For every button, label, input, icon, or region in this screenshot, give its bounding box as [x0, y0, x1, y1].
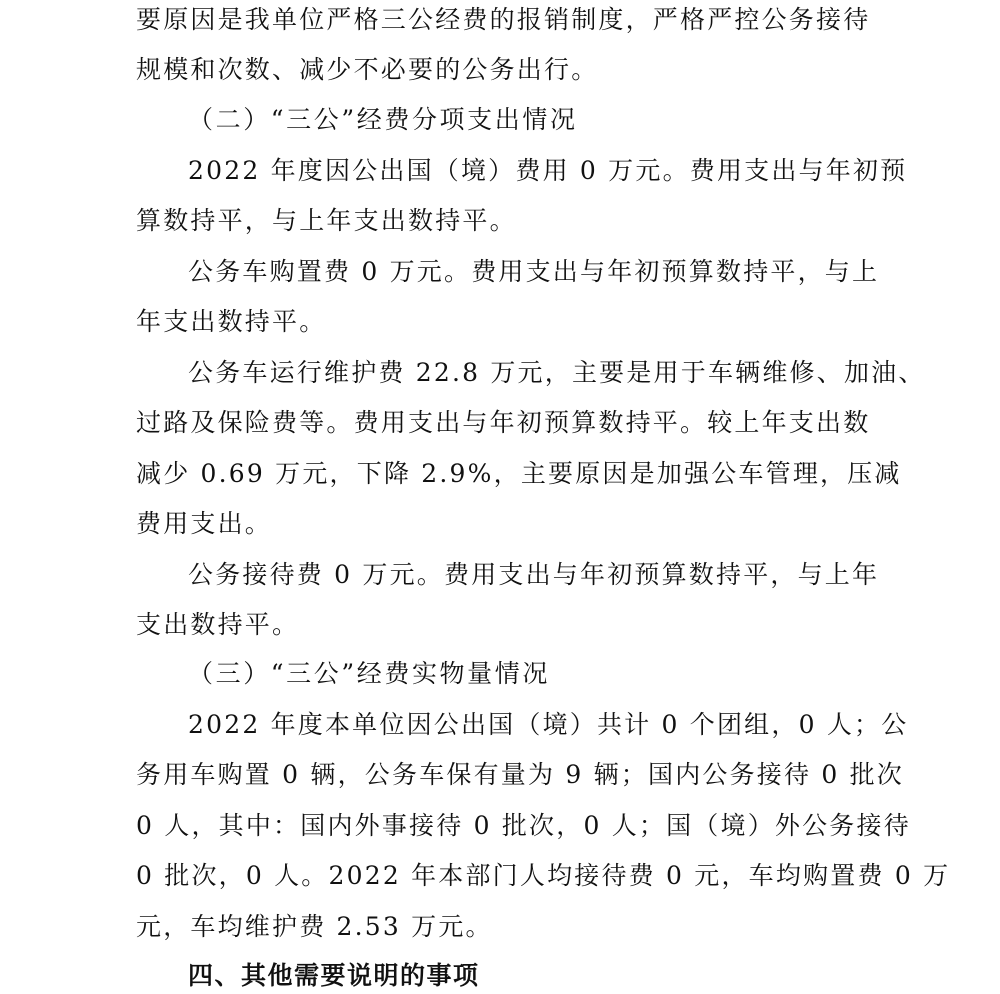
body-line: 要原因是我单位严格三公经费的报销制度，严格严控公务接待	[136, 5, 871, 34]
subsection-heading: （二）“三公”经费分项支出情况	[188, 105, 578, 134]
body-line: 务用车购置 0 辆，公务车保有量为 9 辆；国内公务接待 0 批次	[136, 760, 904, 789]
body-line: 算数持平，与上年支出数持平。	[136, 206, 517, 235]
body-line: 年支出数持平。	[136, 307, 327, 336]
body-line: 2022 年度本单位因公出国（境）共计 0 个团组，0 人；公	[188, 710, 909, 739]
body-line: 0 人，其中：国内外事接待 0 批次，0 人；国（境）外公务接待	[136, 811, 911, 840]
body-line: 支出数持平。	[136, 610, 300, 639]
body-line: 公务车运行维护费 22.8 万元，主要是用于车辆维修、加油、	[188, 358, 926, 387]
body-line: 2022 年度因公出国（境）费用 0 万元。费用支出与年初预	[188, 156, 908, 185]
body-line: 0 批次，0 人。2022 年本部门人均接待费 0 元，车均购置费 0 万	[136, 861, 951, 890]
body-line: 公务车购置费 0 万元。费用支出与年初预算数持平，与上	[188, 257, 880, 286]
section-heading: 四、其他需要说明的事项	[188, 961, 480, 990]
subsection-heading: （三）“三公”经费实物量情况	[188, 659, 550, 688]
body-line: 规模和次数、减少不必要的公务出行。	[136, 55, 599, 84]
body-line: 费用支出。	[136, 509, 273, 538]
body-line: 过路及保险费等。费用支出与年初预算数持平。较上年支出数	[136, 408, 871, 437]
body-line: 元，车均维护费 2.53 万元。	[136, 912, 493, 941]
body-line: 公务接待费 0 万元。费用支出与年初预算数持平，与上年	[188, 560, 880, 589]
body-line: 减少 0.69 万元，下降 2.9%，主要原因是加强公车管理，压减	[136, 459, 902, 488]
